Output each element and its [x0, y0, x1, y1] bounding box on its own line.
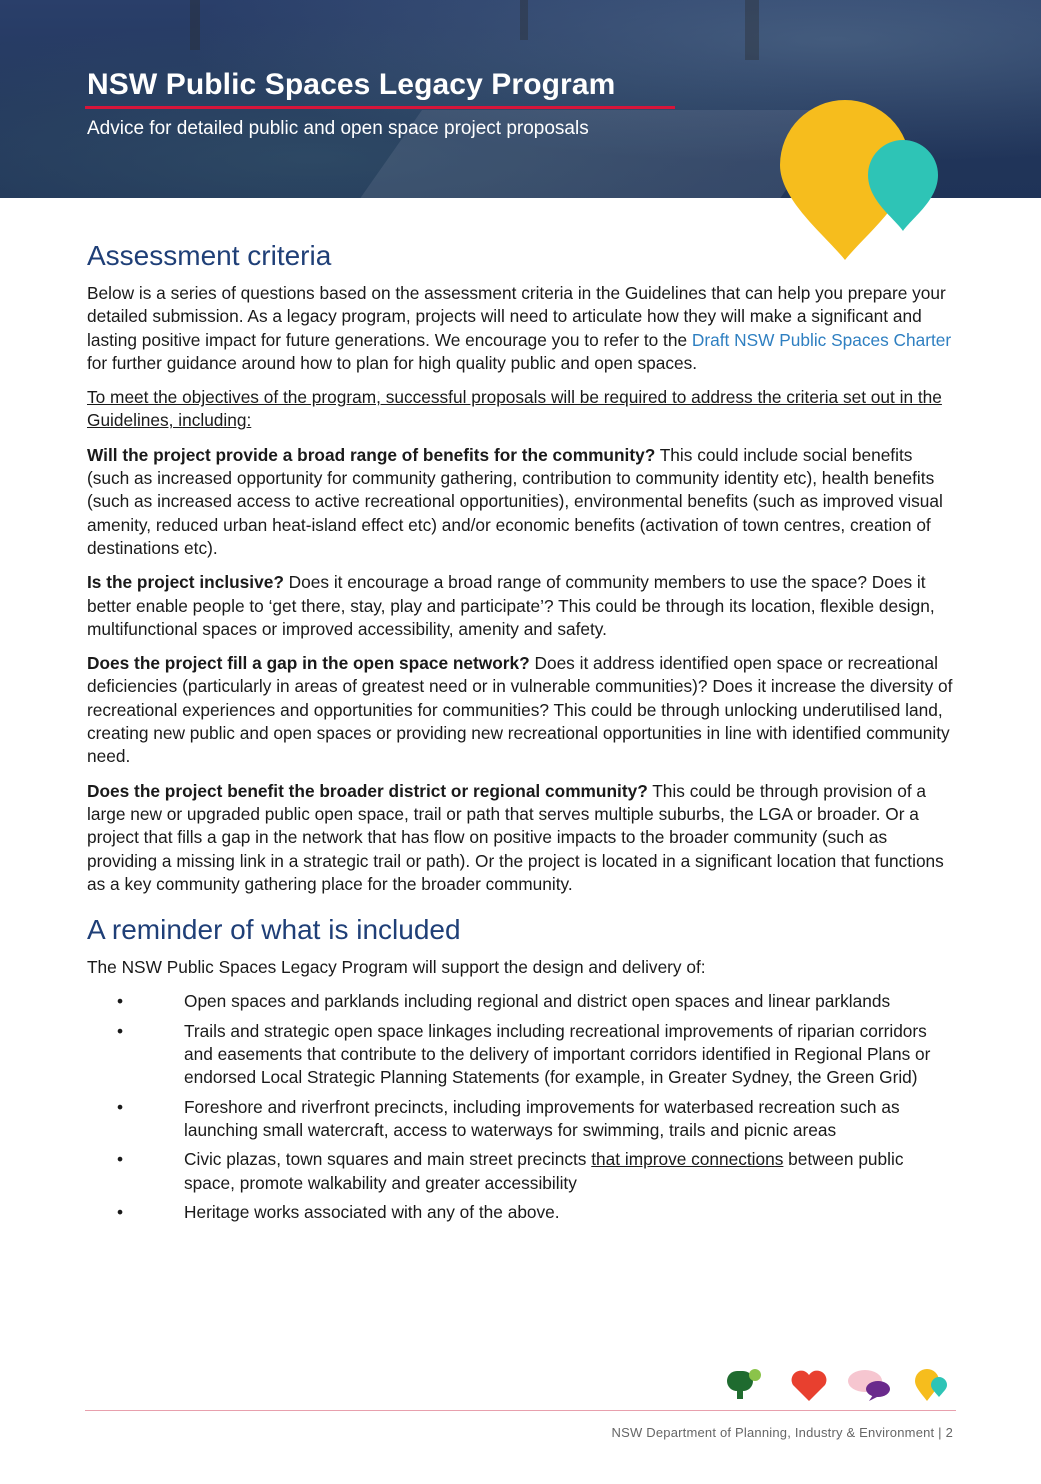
page-subtitle: Advice for detailed public and open space project proposals [87, 118, 589, 139]
section-heading-assessment: Assessment criteria [87, 240, 332, 271]
included-list [87, 990, 957, 1224]
list-item [87, 1096, 957, 1143]
bullet: • [117, 1020, 124, 1041]
list-item-text: Foreshore and riverfront precincts, including improvements for waterbased recreation such as launching small watercraft, access to waterways for swimming, trails and picnic areas [184, 1096, 900, 1140]
footer-divider [85, 1410, 956, 1411]
section-heading-included: A reminder of what is included [87, 914, 461, 946]
criterion-question: Does the project fill a gap in the open space network? [87, 653, 530, 674]
location-pins-icon [915, 1369, 947, 1401]
list-item-text: Open spaces and parklands including regional and district open spaces and linear parklands [184, 991, 891, 1012]
criterion-paragraph [87, 652, 957, 768]
intro-text-end: for further guidance around how to plan for high quality public and open spaces. [87, 352, 698, 373]
banner-photo-tree [745, 0, 759, 60]
page-title: NSW Public Spaces Legacy Program [87, 68, 616, 101]
banner-photo-tree [520, 0, 528, 40]
intro-text: Below is a series of questions based on the assessment criteria in the Guidelines that can help you prepare your detailed submission. As a legacy program, projects will need to articulate how they will make a significant and lasting positive impact for future generations. We encourage you to refer to the [87, 283, 946, 350]
list-item [87, 1148, 957, 1195]
objectives-paragraph: To meet the objectives of the program, successful proposals will be required to address the criteria set out in the Guidelines, including: [87, 387, 942, 431]
bullet: • [117, 1096, 124, 1117]
bullet: • [117, 991, 124, 1012]
list-item-underlined-text: that improve connections [591, 1149, 784, 1170]
criterion-text: Does it address identified open space or recreational deficiencies (particularly in areas of greatest need or in vulnerable communities)? Does it increase the diversity of recreational experiences and opportunities for communities? This could be through unlocking underutilised land, creating new public and open spaces or providing new recreational opportunities in line with identified community need. [87, 653, 953, 767]
footer-text: NSW Department of Planning, Industry & Environment | 2 [611, 1425, 953, 1440]
criterion-question: Is the project inclusive? [87, 572, 284, 593]
criterion-question: Does the project benefit the broader district or regional community? [87, 780, 648, 801]
charter-link[interactable]: Draft NSW Public Spaces Charter [691, 329, 952, 350]
bullet: • [117, 1149, 124, 1170]
included-intro: The NSW Public Spaces Legacy Program will support the design and delivery of: [87, 957, 706, 978]
criterion-text: This could be through provision of a large new or upgraded public open space, trail or path that serves multiple suburbs, the LGA or broader. Or a project that fills a gap in the network that has flow on positive impacts to the broader community (such as providing a missing link in a strategic trail or path). Or the project is located in a significant location that functions as a key community gathering place for the broader community. [87, 780, 944, 894]
criterion-paragraph [87, 444, 957, 560]
list-item [87, 1020, 957, 1090]
criterion-question: Will the project provide a broad range of benefits for the community? [87, 444, 656, 465]
tree-icon [727, 1369, 761, 1399]
list-item [87, 1201, 957, 1224]
chat-bubbles-icon [848, 1370, 890, 1401]
list-item [87, 990, 957, 1013]
list-item-text: Trails and strategic open space linkages including recreational improvements of riparian corridors and easements that contribute to the delivery of important corridors identified in Regional Plans or endorsed Local Strategic Planning Statements (for example, in Greater Sydney, the Green Grid) [184, 1020, 931, 1088]
criterion-text: This could include social benefits (such as increased opportunity for community gathering, contribution to community identity etc), health benefits (such as increased access to active recreational opportunities), environmental benefits (such as improved visual amenity, reduced urban heat-island effect etc) and/or economic benefits (activation of town centres, creation of destinations etc). [87, 444, 943, 558]
bullet: • [117, 1201, 124, 1222]
criterion-text: Does it encourage a broad range of community members to use the space? Does it better enable people to ‘get there, stay, play and participate’? This could be through its location, flexible design, multifunctional spaces or improved accessibility, amenity and safety. [87, 572, 935, 639]
title-underline [85, 106, 675, 109]
list-item-text: between public space, promote walkability and greater accessibility [184, 1149, 904, 1193]
criterion-paragraph [87, 571, 957, 641]
intro-paragraph [87, 282, 957, 375]
banner-photo-tree [190, 0, 200, 50]
list-item-text: Civic plazas, town squares and main street precincts [184, 1149, 592, 1170]
footer-icon-row [727, 1367, 952, 1403]
criterion-paragraph [87, 780, 957, 896]
heart-icon [792, 1371, 827, 1401]
main-content [87, 240, 957, 1230]
list-item-text: Heritage works associated with any of the above. [184, 1201, 560, 1222]
